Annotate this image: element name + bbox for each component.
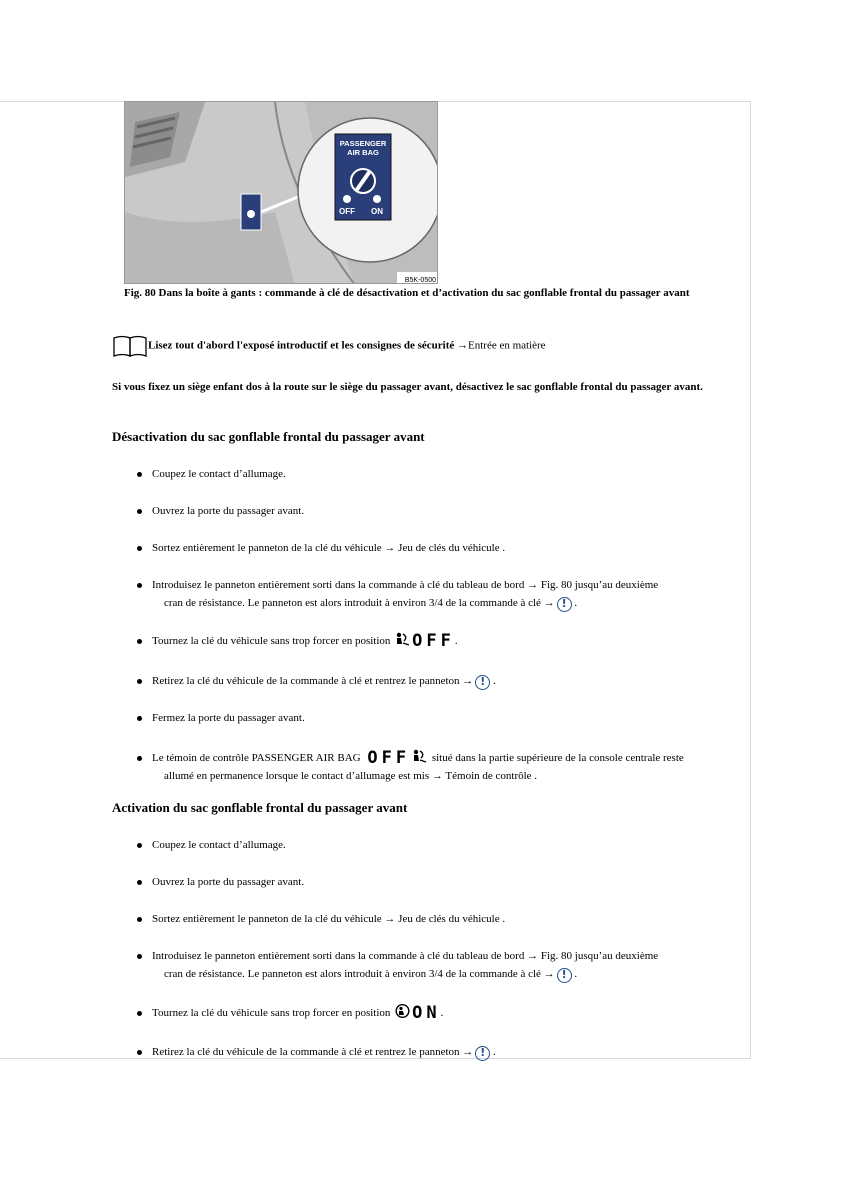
section-activation-title: Activation du sac gonflable frontal du passager avant — [112, 800, 408, 815]
section-deactivation-title: Désactivation du sac gonflable frontal du passager avant — [112, 429, 425, 444]
figure-ref-code: B5K-0500 — [404, 277, 436, 284]
panel-on-label: ON — [371, 207, 383, 216]
child-seat-warning: Si vous fixez un siège enfant dos à la route sur le siège du passager avant, désactivez le sac gonflable frontal du passager avant. — [112, 381, 703, 393]
airbag-on-symbol-icon — [395, 1004, 410, 1018]
panel-off-label: OFF — [339, 207, 355, 216]
warning-circle-icon[interactable]: ! — [557, 597, 572, 612]
panel-title-line2: AIR BAG — [347, 148, 379, 157]
figure-caption: Fig. 80 Dans la boîte à gants : commande à clé de désactivation et d’activation du sac gonflable frontal du passager avant — [124, 287, 690, 299]
glovebox-illustration — [125, 102, 438, 284]
airbag-off-symbol-icon — [412, 749, 427, 763]
indicator-off-label: OFF — [367, 748, 411, 768]
position-off-label: OFF — [412, 631, 455, 651]
figure-80-image — [124, 101, 438, 284]
open-book-icon — [112, 334, 148, 358]
panel-title-line1: PASSENGER — [339, 139, 387, 148]
intro-link[interactable]: →Entrée en matière — [457, 339, 546, 352]
warning-circle-icon[interactable]: ! — [475, 1046, 490, 1061]
read-first-text: Lisez tout d'abord l'exposé introductif et les consignes de sécurité — [148, 339, 455, 352]
warning-circle-icon[interactable]: ! — [557, 968, 572, 983]
warning-circle-icon[interactable]: ! — [475, 675, 490, 690]
position-on-label: ON — [412, 1003, 441, 1023]
read-first-row — [112, 334, 546, 360]
airbag-off-symbol-icon — [395, 632, 410, 646]
